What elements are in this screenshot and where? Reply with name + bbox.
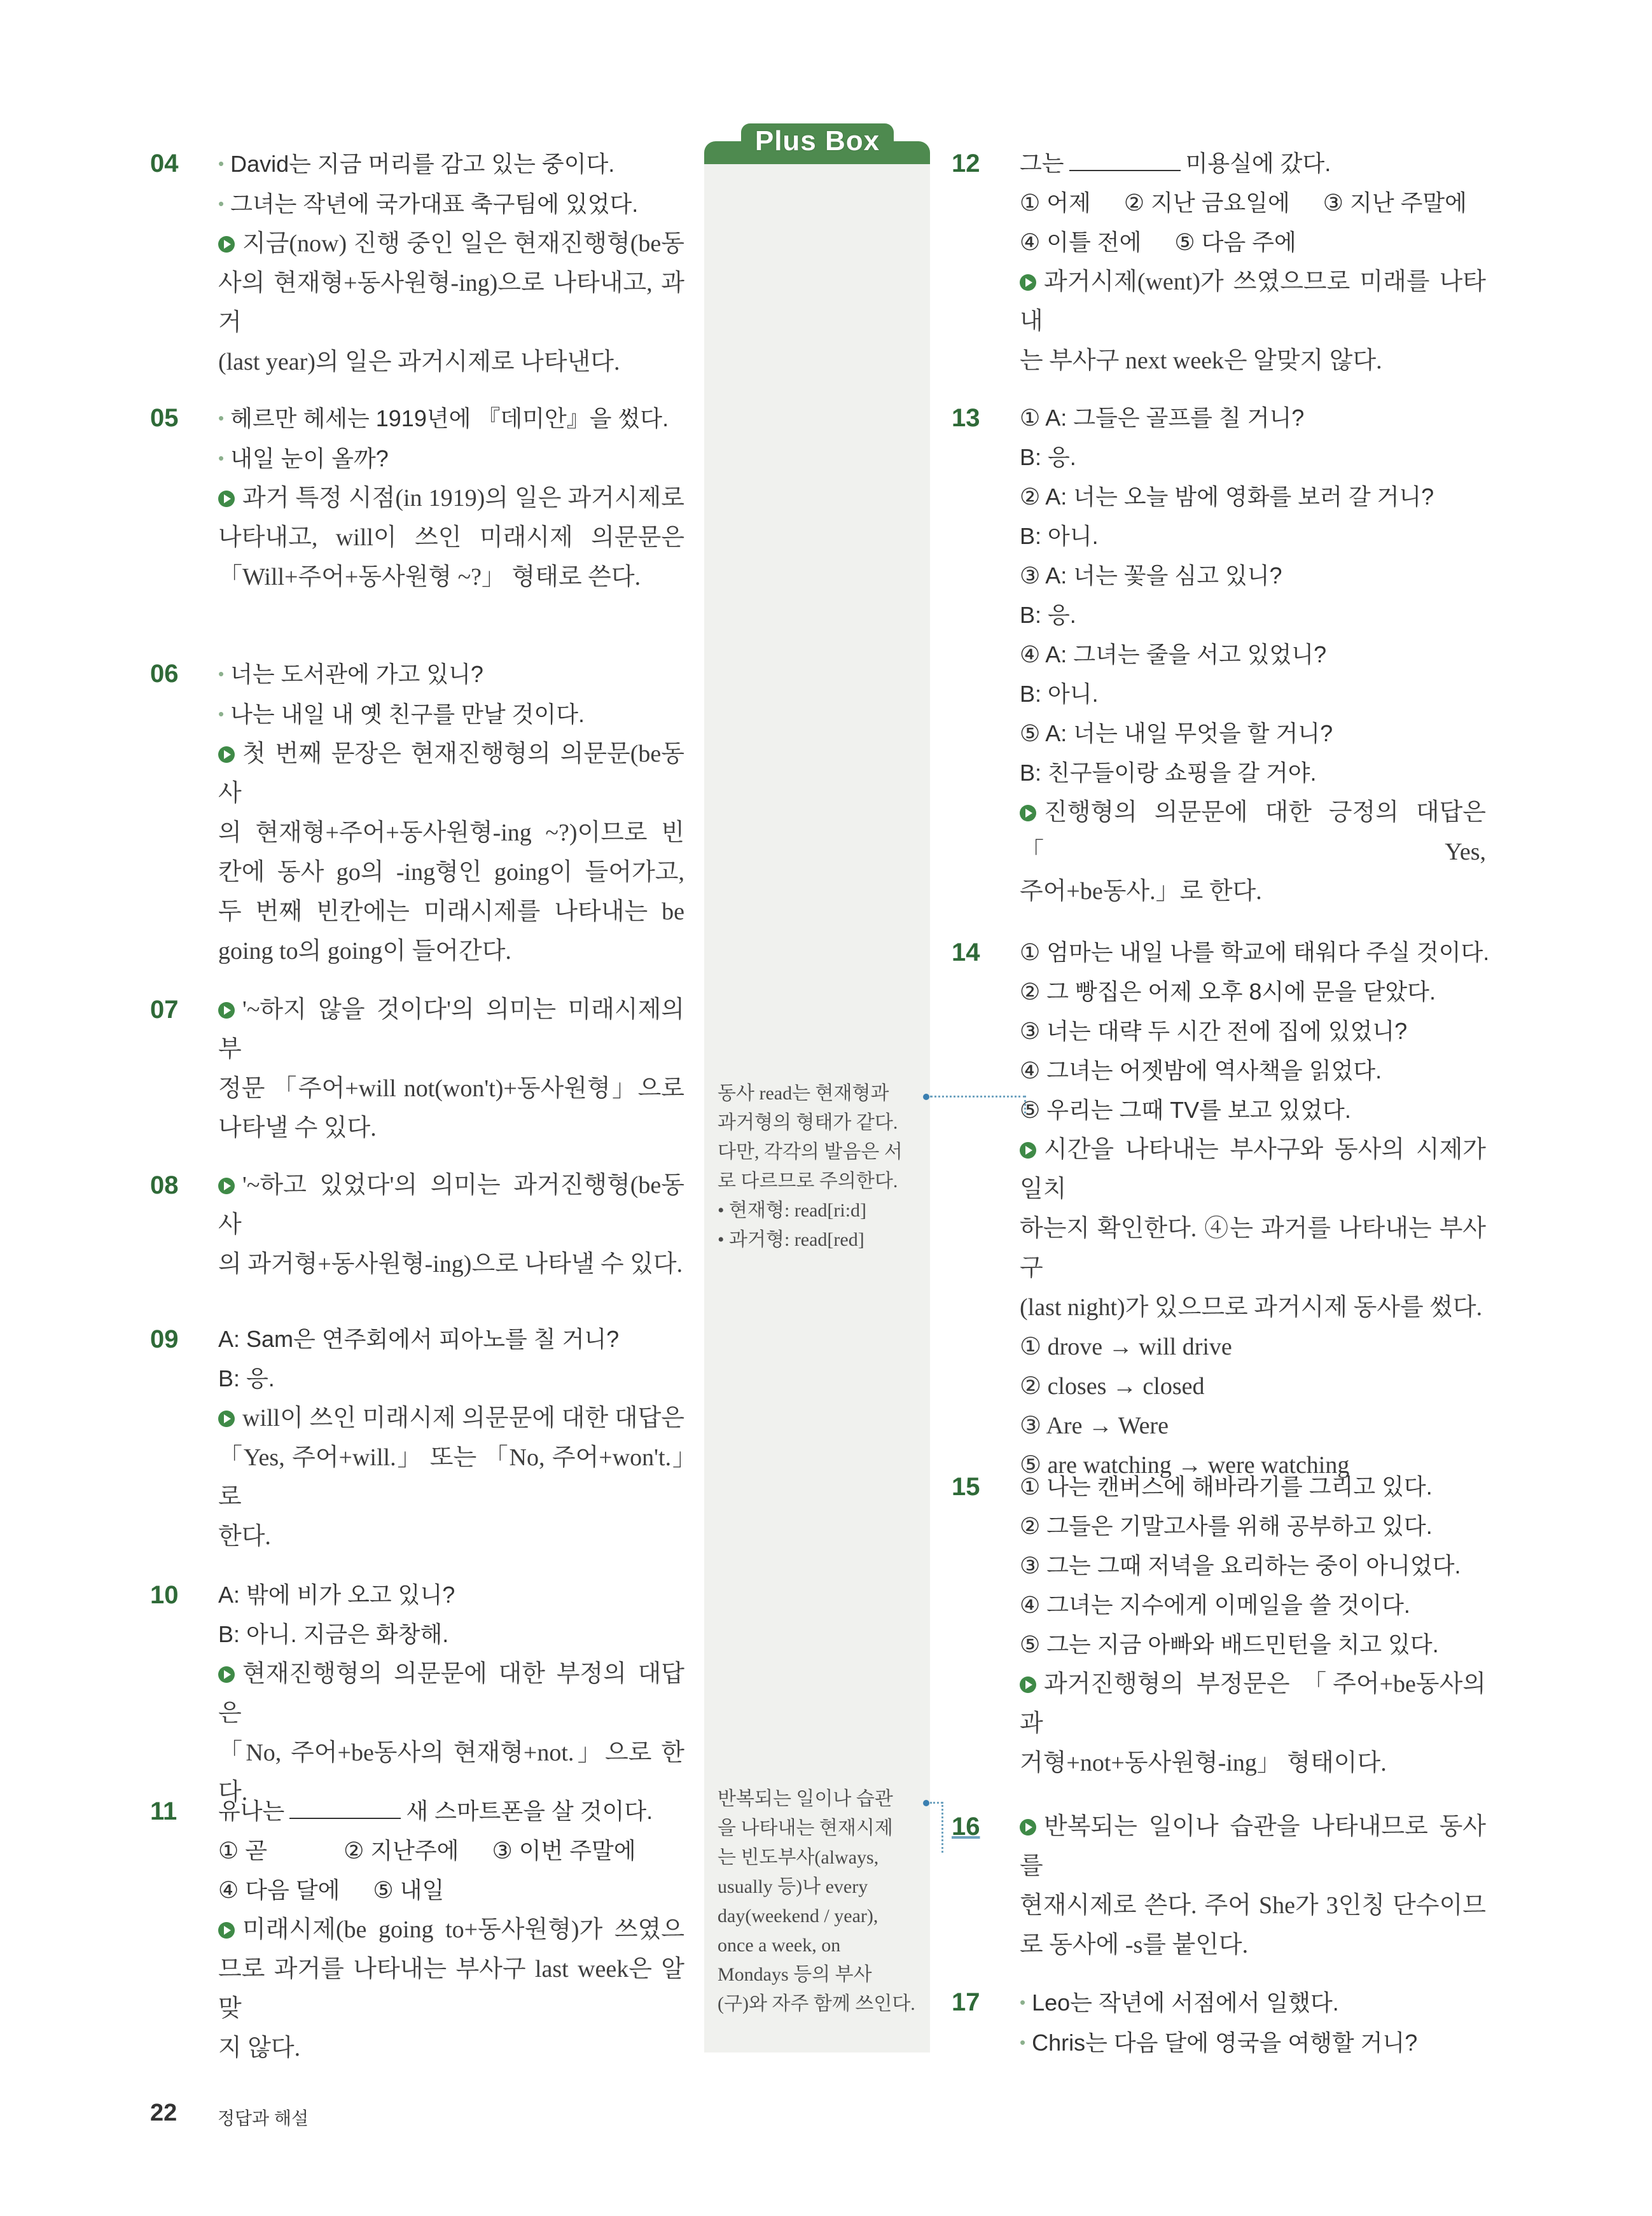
correction-line: ③ Are → Were xyxy=(1020,1412,1169,1439)
page-number: 22 xyxy=(150,2100,177,2126)
option: ② 지난 금요일에 xyxy=(1123,190,1290,216)
explanation-arrow-icon xyxy=(218,1666,235,1683)
answer-line: • 그녀는 작년에 국가대표 축구팀에 있었다. xyxy=(218,184,684,224)
note-line: 동사 read는 현재형과 xyxy=(718,1083,889,1104)
question-number: 10 xyxy=(150,1581,179,1609)
question-number: 09 xyxy=(150,1325,179,1353)
answer-line: • David는 지금 머리를 감고 있는 중이다. xyxy=(218,144,684,184)
plus-box-note-read xyxy=(718,1079,920,1255)
dialogue-line: B: 아니. xyxy=(1020,681,1099,707)
plus-box-note-habit xyxy=(718,1785,920,2019)
dialogue-line: A: Sam은 연주회에서 피아노를 칠 거니? xyxy=(218,1326,620,1352)
question-number: 11 xyxy=(150,1797,177,1825)
note-line: once a week, on xyxy=(718,1935,841,1956)
dialogue-line: B: 응. xyxy=(1020,444,1076,470)
explanation-line: 현재시제로 쓴다. 주어 She가 3인칭 단수이므 xyxy=(1020,1892,1486,1919)
explanation: 현재진행형의 의문문에 대한 부정의 대답은 xyxy=(218,1661,684,1727)
note-line: Mondays 등의 부사 xyxy=(718,1964,872,1985)
note-line: 을 나타내는 현재시제 xyxy=(718,1818,893,1839)
explanation-line: 「Will+주어+동사원형 ~?」 형태로 쓴다. xyxy=(218,564,641,590)
explanation-line: 사의 현재형+동사원형-ing)으로 나타내고, 과거 xyxy=(218,270,684,336)
explanation: 과거 특정 시점(in 1919)의 일은 과거시제로 xyxy=(218,478,684,518)
question-number: 17 xyxy=(952,1988,980,2016)
explanation-line: 주어+be동사.」로 한다. xyxy=(1020,878,1262,905)
question-number: 13 xyxy=(952,404,980,432)
sentence-line: ① 엄마는 내일 나를 학교에 태워다 주실 것이다. xyxy=(1020,939,1490,965)
connector-dot xyxy=(923,1094,929,1100)
answer-line: • 너는 도서관에 가고 있니? xyxy=(218,654,684,694)
note-line: usually 등)나 every xyxy=(718,1876,868,1897)
answer-line: • 헤르만 헤세는 1919년에 『데미안』을 썼다. xyxy=(218,398,684,438)
explanation-line: 칸에 동사 go의 -ing형인 going이 들어가고, xyxy=(218,859,684,886)
explanation-arrow-icon xyxy=(218,746,235,763)
sentence-line: ④ 그녀는 지수에게 이메일을 쓸 것이다. xyxy=(1020,1592,1410,1618)
explanation-arrow-icon xyxy=(1020,1142,1036,1159)
explanation-line: 의 과거형+동사원형-ing)으로 나타낼 수 있다. xyxy=(218,1251,683,1278)
option: ③ 이번 주말에 xyxy=(492,1837,636,1864)
answer-line: • Leo는 작년에 서점에서 일했다. xyxy=(1020,1983,1486,2023)
explanation-arrow-icon xyxy=(218,236,235,253)
explanation-line: 두 번째 빈칸에는 미래시제를 나타내는 be xyxy=(218,898,684,925)
explanation-line: 는 부사구 next week은 알맞지 않다. xyxy=(1020,347,1382,374)
explanation: 진행형의 의문문에 대한 긍정의 대답은 「Yes, xyxy=(1020,799,1486,865)
explanation: 반복되는 일이나 습관을 나타내므로 동사를 xyxy=(1020,1813,1486,1879)
question-stem: 유나는 새 스마트폰을 살 것이다. xyxy=(218,1798,653,1824)
question-number: 05 xyxy=(150,404,179,432)
explanation-arrow-icon xyxy=(218,1178,235,1194)
explanation-line: 나타내고, will이 쓰인 미래시제 의문문은 xyxy=(218,524,684,551)
sentence-line: ④ 그녀는 어젯밤에 역사책을 읽었다. xyxy=(1020,1057,1382,1084)
explanation: 미래시제(be going to+동사원형)가 쓰였으 xyxy=(218,1910,684,1949)
answer-line: • 나는 내일 내 옛 친구를 만날 것이다. xyxy=(218,694,684,734)
explanation-line: 「Yes, 주어+will.」 또는 「No, 주어+won't.」로 xyxy=(218,1444,684,1510)
plus-box-title: Plus Box xyxy=(741,123,894,159)
options-row xyxy=(218,1831,684,1871)
dialogue-line: B: 아니. 지금은 화창해. xyxy=(218,1621,449,1647)
explanation-arrow-icon xyxy=(1020,274,1036,291)
explanation-line: 지 않다. xyxy=(218,2035,301,2061)
explanation: 지금(now) 진행 중인 일은 현재진행형(be동 xyxy=(218,224,684,263)
dialogue-line: ① A: 그들은 골프를 칠 거니? xyxy=(1020,405,1305,431)
connector-line xyxy=(930,1096,1025,1098)
dialogue-line: ③ A: 너는 꽃을 심고 있니? xyxy=(1020,562,1282,589)
question-number: 15 xyxy=(952,1473,980,1501)
question-number: 07 xyxy=(150,996,179,1024)
option: ⑤ 내일 xyxy=(373,1877,445,1903)
answer-blank xyxy=(289,1800,401,1819)
note-line: 다만, 각각의 발음은 서 xyxy=(718,1141,903,1162)
question-stem: 그는 미용실에 갔다. xyxy=(1020,150,1331,176)
dialogue-line: A: 밖에 비가 오고 있니? xyxy=(218,1582,455,1608)
explanation-arrow-icon xyxy=(218,1922,235,1939)
explanation: 시간을 나타내는 부사구와 동사의 시제가 일치 xyxy=(1020,1136,1486,1202)
option: ③ 지난 주말에 xyxy=(1322,190,1467,216)
question-number: 14 xyxy=(952,938,980,966)
explanation-line: 로 동사에 -s를 붙인다. xyxy=(1020,1932,1249,1958)
explanation-line: going to의 going이 들어간다. xyxy=(218,938,511,965)
options-row xyxy=(1020,183,1486,223)
correction-line: ② closes → closed xyxy=(1020,1373,1205,1400)
note-line: day(weekend / year), xyxy=(718,1906,878,1927)
dialogue-line: B: 응. xyxy=(1020,602,1076,628)
explanation: '~하고 있었다'의 의미는 과거진행형(be동사 xyxy=(218,1172,684,1238)
option: ① 어제 xyxy=(1020,190,1091,216)
explanation-line: 나타낼 수 있다. xyxy=(218,1115,377,1141)
note-line: (구)와 자주 함께 쓰인다. xyxy=(718,1993,915,2014)
question-number: 16 xyxy=(952,1813,980,1841)
dialogue-line: B: 아니. xyxy=(1020,523,1099,549)
explanation-arrow-icon xyxy=(218,491,235,507)
note-line: 과거형의 형태가 같다. xyxy=(718,1112,898,1133)
note-line: 는 빈도부사(always, xyxy=(718,1847,879,1868)
question-number: 08 xyxy=(150,1171,179,1199)
connector-line xyxy=(941,1802,943,1853)
explanation-line: 거형+not+동사원형-ing」 형태이다. xyxy=(1020,1750,1387,1776)
explanation: 과거시제(went)가 쓰였으므로 미래를 나타내 xyxy=(1020,268,1486,335)
explanation: '~하지 않을 것이다'의 의미는 미래시제의 부 xyxy=(218,996,684,1063)
explanation-line: (last night)가 있으므로 과거시제 동사를 썼다. xyxy=(1020,1294,1483,1321)
question-number: 04 xyxy=(150,150,179,178)
answer-line: • 내일 눈이 올까? xyxy=(218,438,684,478)
option: ④ 다음 달에 xyxy=(218,1877,340,1903)
options-row xyxy=(1020,223,1486,262)
explanation-line: 정문 「주어+will not(won't)+동사원형」으로 xyxy=(218,1075,684,1102)
explanation-line: 의 현재형+주어+동사원형-ing ~?)이므로 빈 xyxy=(218,819,684,846)
explanation-line: 하는지 확인한다. ④는 과거를 나타내는 부사구 xyxy=(1020,1215,1486,1281)
question-number: 12 xyxy=(952,150,980,178)
dialogue-line: ⑤ A: 너는 내일 무엇을 할 거니? xyxy=(1020,720,1333,746)
sentence-line: ② 그 빵집은 어제 오후 8시에 문을 닫았다. xyxy=(1020,979,1436,1005)
explanation-arrow-icon xyxy=(218,1411,235,1427)
sentence-line: ③ 너는 대략 두 시간 전에 집에 있었니? xyxy=(1020,1018,1408,1044)
explanation-line: 므로 과거를 나타내는 부사구 last week은 알맞 xyxy=(218,1956,684,2022)
explanation-line: 한다. xyxy=(218,1523,271,1550)
connector-line xyxy=(930,1802,943,1804)
note-line: 로 다르므로 주의한다. xyxy=(718,1171,898,1192)
option: ④ 이틀 전에 xyxy=(1020,229,1142,255)
sentence-line: ② 그들은 기말고사를 위해 공부하고 있다. xyxy=(1020,1513,1433,1539)
option: ① 곧 xyxy=(218,1837,268,1864)
dialogue-line: B: 친구들이랑 쇼핑을 갈 거야. xyxy=(1020,760,1317,786)
note-line: • 과거형: read[red] xyxy=(718,1229,864,1250)
sentence-line: ⑤ 그는 지금 아빠와 배드민턴을 치고 있다. xyxy=(1020,1631,1439,1657)
explanation-line: 「No, 주어+be동사의 현재형+not.」으로 한다. xyxy=(218,1739,684,1806)
dialogue-line: B: 응. xyxy=(218,1365,275,1391)
explanation: will이 쓰인 미래시제 의문문에 대한 대답은 xyxy=(218,1398,684,1438)
options-row xyxy=(218,1871,684,1910)
sentence-line: ③ 그는 그때 저녁을 요리하는 중이 아니었다. xyxy=(1020,1552,1461,1578)
explanation-line: (last year)의 일은 과거시제로 나타낸다. xyxy=(218,349,620,375)
correction-line: ① drove → will drive xyxy=(1020,1334,1232,1360)
sentence-line: ⑤ 우리는 그때 TV를 보고 있었다. xyxy=(1020,1097,1351,1123)
answer-blank xyxy=(1069,152,1181,171)
explanation: 과거진행형의 부정문은 「주어+be동사의 과 xyxy=(1020,1671,1486,1737)
footer-label: 정답과 해설 xyxy=(218,2108,309,2128)
explanation-arrow-icon xyxy=(218,1002,235,1019)
sentence-line: ① 나는 캔버스에 해바라기를 그리고 있다. xyxy=(1020,1474,1433,1500)
option: ② 지난주에 xyxy=(344,1837,459,1864)
explanation: 첫 번째 문장은 현재진행형의 의문문(be동사 xyxy=(218,741,684,807)
explanation-arrow-icon xyxy=(1020,1819,1036,1836)
explanation-arrow-icon xyxy=(1020,1676,1036,1693)
explanation-arrow-icon xyxy=(1020,805,1036,821)
dialogue-line: ② A: 너는 오늘 밤에 영화를 보러 갈 거니? xyxy=(1020,484,1434,510)
correction-line: ⑤ are watching → were watching xyxy=(1020,1452,1350,1479)
note-line: • 현재형: read[ri:d] xyxy=(718,1200,867,1221)
connector-dot xyxy=(923,1800,929,1806)
question-number: 06 xyxy=(150,660,179,688)
answer-line: • Chris는 다음 달에 영국을 여행할 거니? xyxy=(1020,2023,1486,2063)
note-line: 반복되는 일이나 습관 xyxy=(718,1788,893,1809)
option: ⑤ 다음 주에 xyxy=(1174,229,1296,255)
dialogue-line: ④ A: 그녀는 줄을 서고 있었니? xyxy=(1020,641,1327,667)
